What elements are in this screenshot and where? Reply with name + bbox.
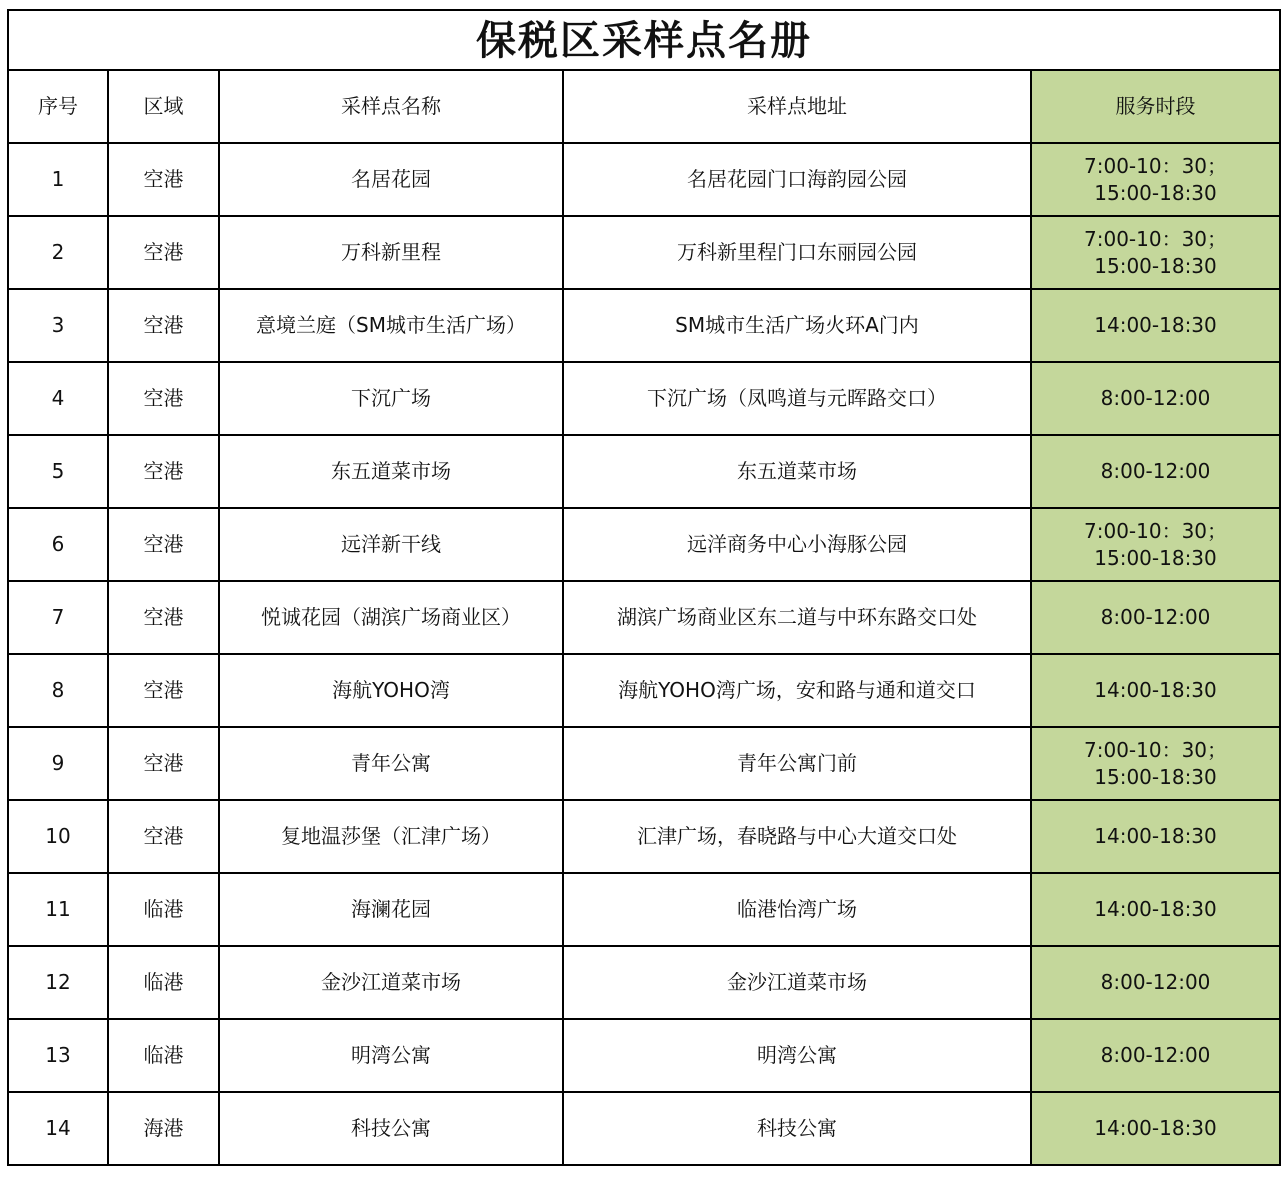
cell-site-address: SM城市生活广场火环A门内 xyxy=(563,289,1031,362)
cell-service-hours xyxy=(1031,216,1280,289)
header-region: 区域 xyxy=(108,70,219,143)
table-row xyxy=(8,216,1280,289)
cell-site-name: 海航YOHO湾 xyxy=(219,654,563,727)
cell-region: 空港 xyxy=(108,654,219,727)
cell-service-hours xyxy=(1031,143,1280,216)
cell-service-hours xyxy=(1031,873,1280,946)
table-body xyxy=(8,143,1280,1165)
cell-site-name: 复地温莎堡（汇津广场） xyxy=(219,800,563,873)
cell-service-hours xyxy=(1031,1019,1280,1092)
table-row xyxy=(8,1092,1280,1165)
service-hours-text: 14:00-18:30 xyxy=(1094,897,1217,921)
service-hours-text: 7:00-10：30； 15:00-18:30 xyxy=(1084,518,1228,570)
service-hours-text: 7:00-10：30； 15:00-18:30 xyxy=(1084,737,1228,789)
cell-service-hours xyxy=(1031,654,1280,727)
cell-site-address: 科技公寓 xyxy=(563,1092,1031,1165)
service-hours-text: 14:00-18:30 xyxy=(1094,824,1217,848)
service-hours-text: 8:00-12:00 xyxy=(1100,1043,1211,1067)
cell-service-hours xyxy=(1031,362,1280,435)
title-row xyxy=(8,10,1280,70)
service-hours-text: 7:00-10：30； 15:00-18:30 xyxy=(1084,153,1228,205)
table-row xyxy=(8,289,1280,362)
cell-site-address: 汇津广场，春晓路与中心大道交口处 xyxy=(563,800,1031,873)
table-row xyxy=(8,1019,1280,1092)
cell-region: 临港 xyxy=(108,873,219,946)
service-hours-text: 8:00-12:00 xyxy=(1100,386,1211,410)
cell-site-address: 临港怡湾广场 xyxy=(563,873,1031,946)
cell-service-hours xyxy=(1031,508,1280,581)
cell-site-name: 科技公寓 xyxy=(219,1092,563,1165)
cell-site-address: 海航YOHO湾广场，安和路与通和道交口 xyxy=(563,654,1031,727)
cell-site-name: 金沙江道菜市场 xyxy=(219,946,563,1019)
cell-region: 空港 xyxy=(108,143,219,216)
page-title: 保税区采样点名册 xyxy=(8,10,1280,70)
cell-index: 5 xyxy=(8,435,108,508)
cell-site-address: 名居花园门口海韵园公园 xyxy=(563,143,1031,216)
cell-site-name: 明湾公寓 xyxy=(219,1019,563,1092)
table-row xyxy=(8,362,1280,435)
cell-index: 4 xyxy=(8,362,108,435)
cell-region: 空港 xyxy=(108,581,219,654)
table-row xyxy=(8,435,1280,508)
cell-index: 3 xyxy=(8,289,108,362)
cell-region: 临港 xyxy=(108,946,219,1019)
cell-region: 空港 xyxy=(108,727,219,800)
table-row xyxy=(8,508,1280,581)
cell-region: 海港 xyxy=(108,1092,219,1165)
cell-index: 12 xyxy=(8,946,108,1019)
cell-index: 7 xyxy=(8,581,108,654)
cell-site-address: 远洋商务中心小海豚公园 xyxy=(563,508,1031,581)
cell-site-name: 远洋新干线 xyxy=(219,508,563,581)
header-site-address: 采样点地址 xyxy=(563,70,1031,143)
cell-site-name: 海澜花园 xyxy=(219,873,563,946)
cell-site-name: 东五道菜市场 xyxy=(219,435,563,508)
cell-region: 空港 xyxy=(108,289,219,362)
table-row xyxy=(8,143,1280,216)
cell-service-hours xyxy=(1031,727,1280,800)
service-hours-text: 14:00-18:30 xyxy=(1094,313,1217,337)
cell-region: 空港 xyxy=(108,800,219,873)
cell-index: 6 xyxy=(8,508,108,581)
service-hours-text: 7:00-10：30； 15:00-18:30 xyxy=(1084,226,1228,278)
cell-index: 1 xyxy=(8,143,108,216)
service-hours-text: 8:00-12:00 xyxy=(1100,605,1211,629)
cell-service-hours xyxy=(1031,1092,1280,1165)
cell-site-name: 悦诚花园（湖滨广场商业区） xyxy=(219,581,563,654)
cell-index: 2 xyxy=(8,216,108,289)
header-row xyxy=(8,70,1280,143)
table-row xyxy=(8,946,1280,1019)
table-row xyxy=(8,727,1280,800)
sampling-site-table xyxy=(7,9,1281,1166)
header-index: 序号 xyxy=(8,70,108,143)
cell-region: 临港 xyxy=(108,1019,219,1092)
table-row xyxy=(8,873,1280,946)
header-service-hours: 服务时段 xyxy=(1031,70,1280,143)
cell-service-hours xyxy=(1031,435,1280,508)
service-hours-text: 14:00-18:30 xyxy=(1094,1116,1217,1140)
cell-site-address: 青年公寓门前 xyxy=(563,727,1031,800)
cell-site-address: 湖滨广场商业区东二道与中环东路交口处 xyxy=(563,581,1031,654)
service-hours-text: 8:00-12:00 xyxy=(1100,459,1211,483)
cell-site-name: 意境兰庭（SM城市生活广场） xyxy=(219,289,563,362)
cell-index: 13 xyxy=(8,1019,108,1092)
service-hours-text: 8:00-12:00 xyxy=(1100,970,1211,994)
table-row xyxy=(8,654,1280,727)
cell-site-address: 下沉广场（凤鸣道与元晖路交口） xyxy=(563,362,1031,435)
service-hours-text: 14:00-18:30 xyxy=(1094,678,1217,702)
table-row xyxy=(8,800,1280,873)
cell-service-hours xyxy=(1031,800,1280,873)
table-row xyxy=(8,581,1280,654)
cell-index: 8 xyxy=(8,654,108,727)
cell-site-address: 万科新里程门口东丽园公园 xyxy=(563,216,1031,289)
header-site-name: 采样点名称 xyxy=(219,70,563,143)
cell-service-hours xyxy=(1031,289,1280,362)
cell-region: 空港 xyxy=(108,435,219,508)
cell-region: 空港 xyxy=(108,362,219,435)
cell-site-name: 青年公寓 xyxy=(219,727,563,800)
cell-service-hours xyxy=(1031,946,1280,1019)
cell-service-hours xyxy=(1031,581,1280,654)
cell-region: 空港 xyxy=(108,508,219,581)
cell-index: 11 xyxy=(8,873,108,946)
cell-site-name: 名居花园 xyxy=(219,143,563,216)
cell-index: 14 xyxy=(8,1092,108,1165)
cell-index: 10 xyxy=(8,800,108,873)
cell-site-name: 万科新里程 xyxy=(219,216,563,289)
cell-site-address: 东五道菜市场 xyxy=(563,435,1031,508)
cell-site-address: 明湾公寓 xyxy=(563,1019,1031,1092)
cell-site-address: 金沙江道菜市场 xyxy=(563,946,1031,1019)
cell-region: 空港 xyxy=(108,216,219,289)
cell-site-name: 下沉广场 xyxy=(219,362,563,435)
cell-index: 9 xyxy=(8,727,108,800)
